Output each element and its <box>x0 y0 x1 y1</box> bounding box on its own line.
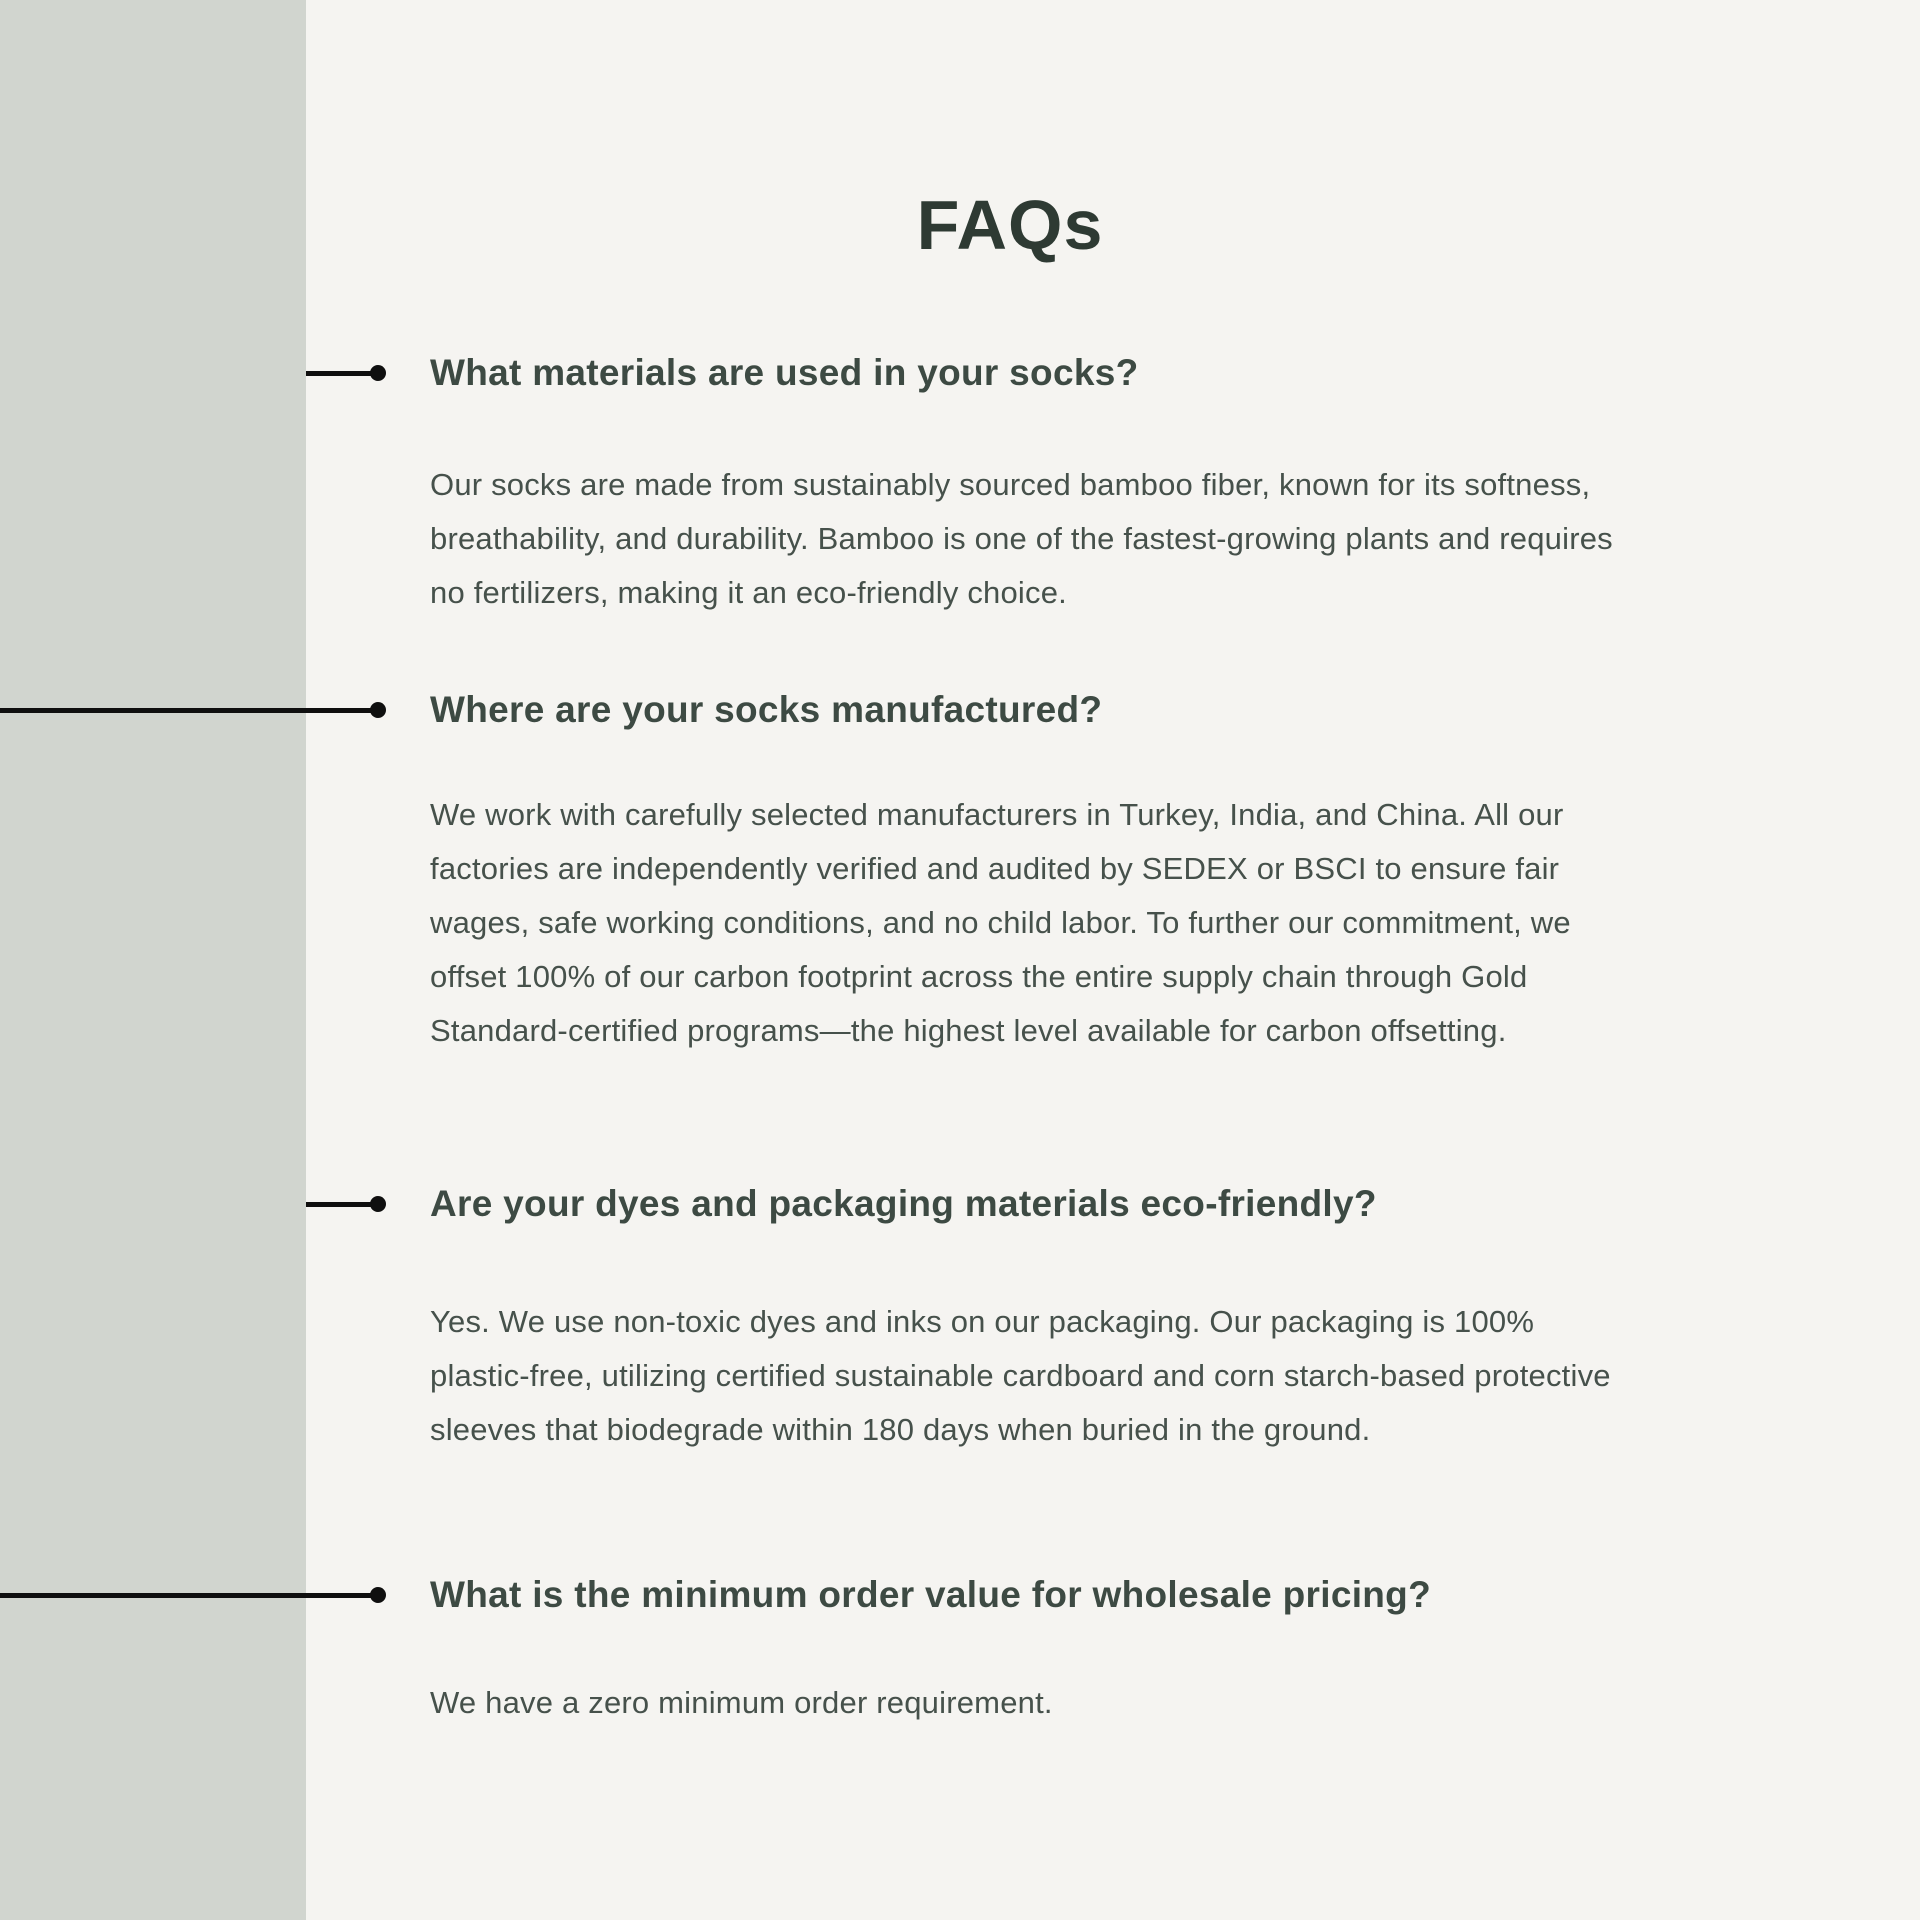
question-connector <box>306 1196 386 1212</box>
sidebar-panel <box>0 0 306 1920</box>
connector-line <box>0 1593 372 1598</box>
page-title: FAQs <box>916 185 1104 264</box>
connector-line <box>306 371 372 376</box>
faq-answer: Our socks are made from sustainably sourced bamboo fiber, known for its softness, breathability, and durability. Bamboo is one of the fastest-growing plants and requires no fertilizers, making it an eco-friendly choice. <box>430 467 1613 610</box>
faq-answer: Yes. We use non-toxic dyes and inks on our packaging. Our packaging is 100% plastic-free, utilizing certified sustainable cardboard and corn starch-based protective sleeves that biodegrade within 180 days when buried in the ground. <box>430 1304 1611 1447</box>
connector-dot-icon <box>370 1587 386 1603</box>
connector-dot-icon <box>370 1196 386 1212</box>
question-connector <box>0 702 386 718</box>
faq-question: What is the minimum order value for wholesale pricing? <box>430 1574 1431 1615</box>
question-connector <box>306 365 386 381</box>
faq-question: Are your dyes and packaging materials eco-friendly? <box>430 1183 1377 1224</box>
question-connector <box>0 1587 386 1603</box>
connector-dot-icon <box>370 365 386 381</box>
connector-line <box>306 1202 372 1207</box>
faq-answer: We have a zero minimum order requirement. <box>430 1685 1053 1720</box>
faq-answer: We work with carefully selected manufacturers in Turkey, India, and China. All our factories are independently verified and audited by SEDEX or BSCI to ensure fair wages, safe working conditions, and no child labor. To further our commitment, we offset 100% of our carbon footprint across the entire supply chain through Gold Standard-certified programs—the highest level available for carbon offsetting. <box>430 797 1571 1048</box>
connector-dot-icon <box>370 702 386 718</box>
connector-line <box>0 708 372 713</box>
faq-question: What materials are used in your socks? <box>430 352 1139 393</box>
faq-question: Where are your socks manufactured? <box>430 689 1103 730</box>
